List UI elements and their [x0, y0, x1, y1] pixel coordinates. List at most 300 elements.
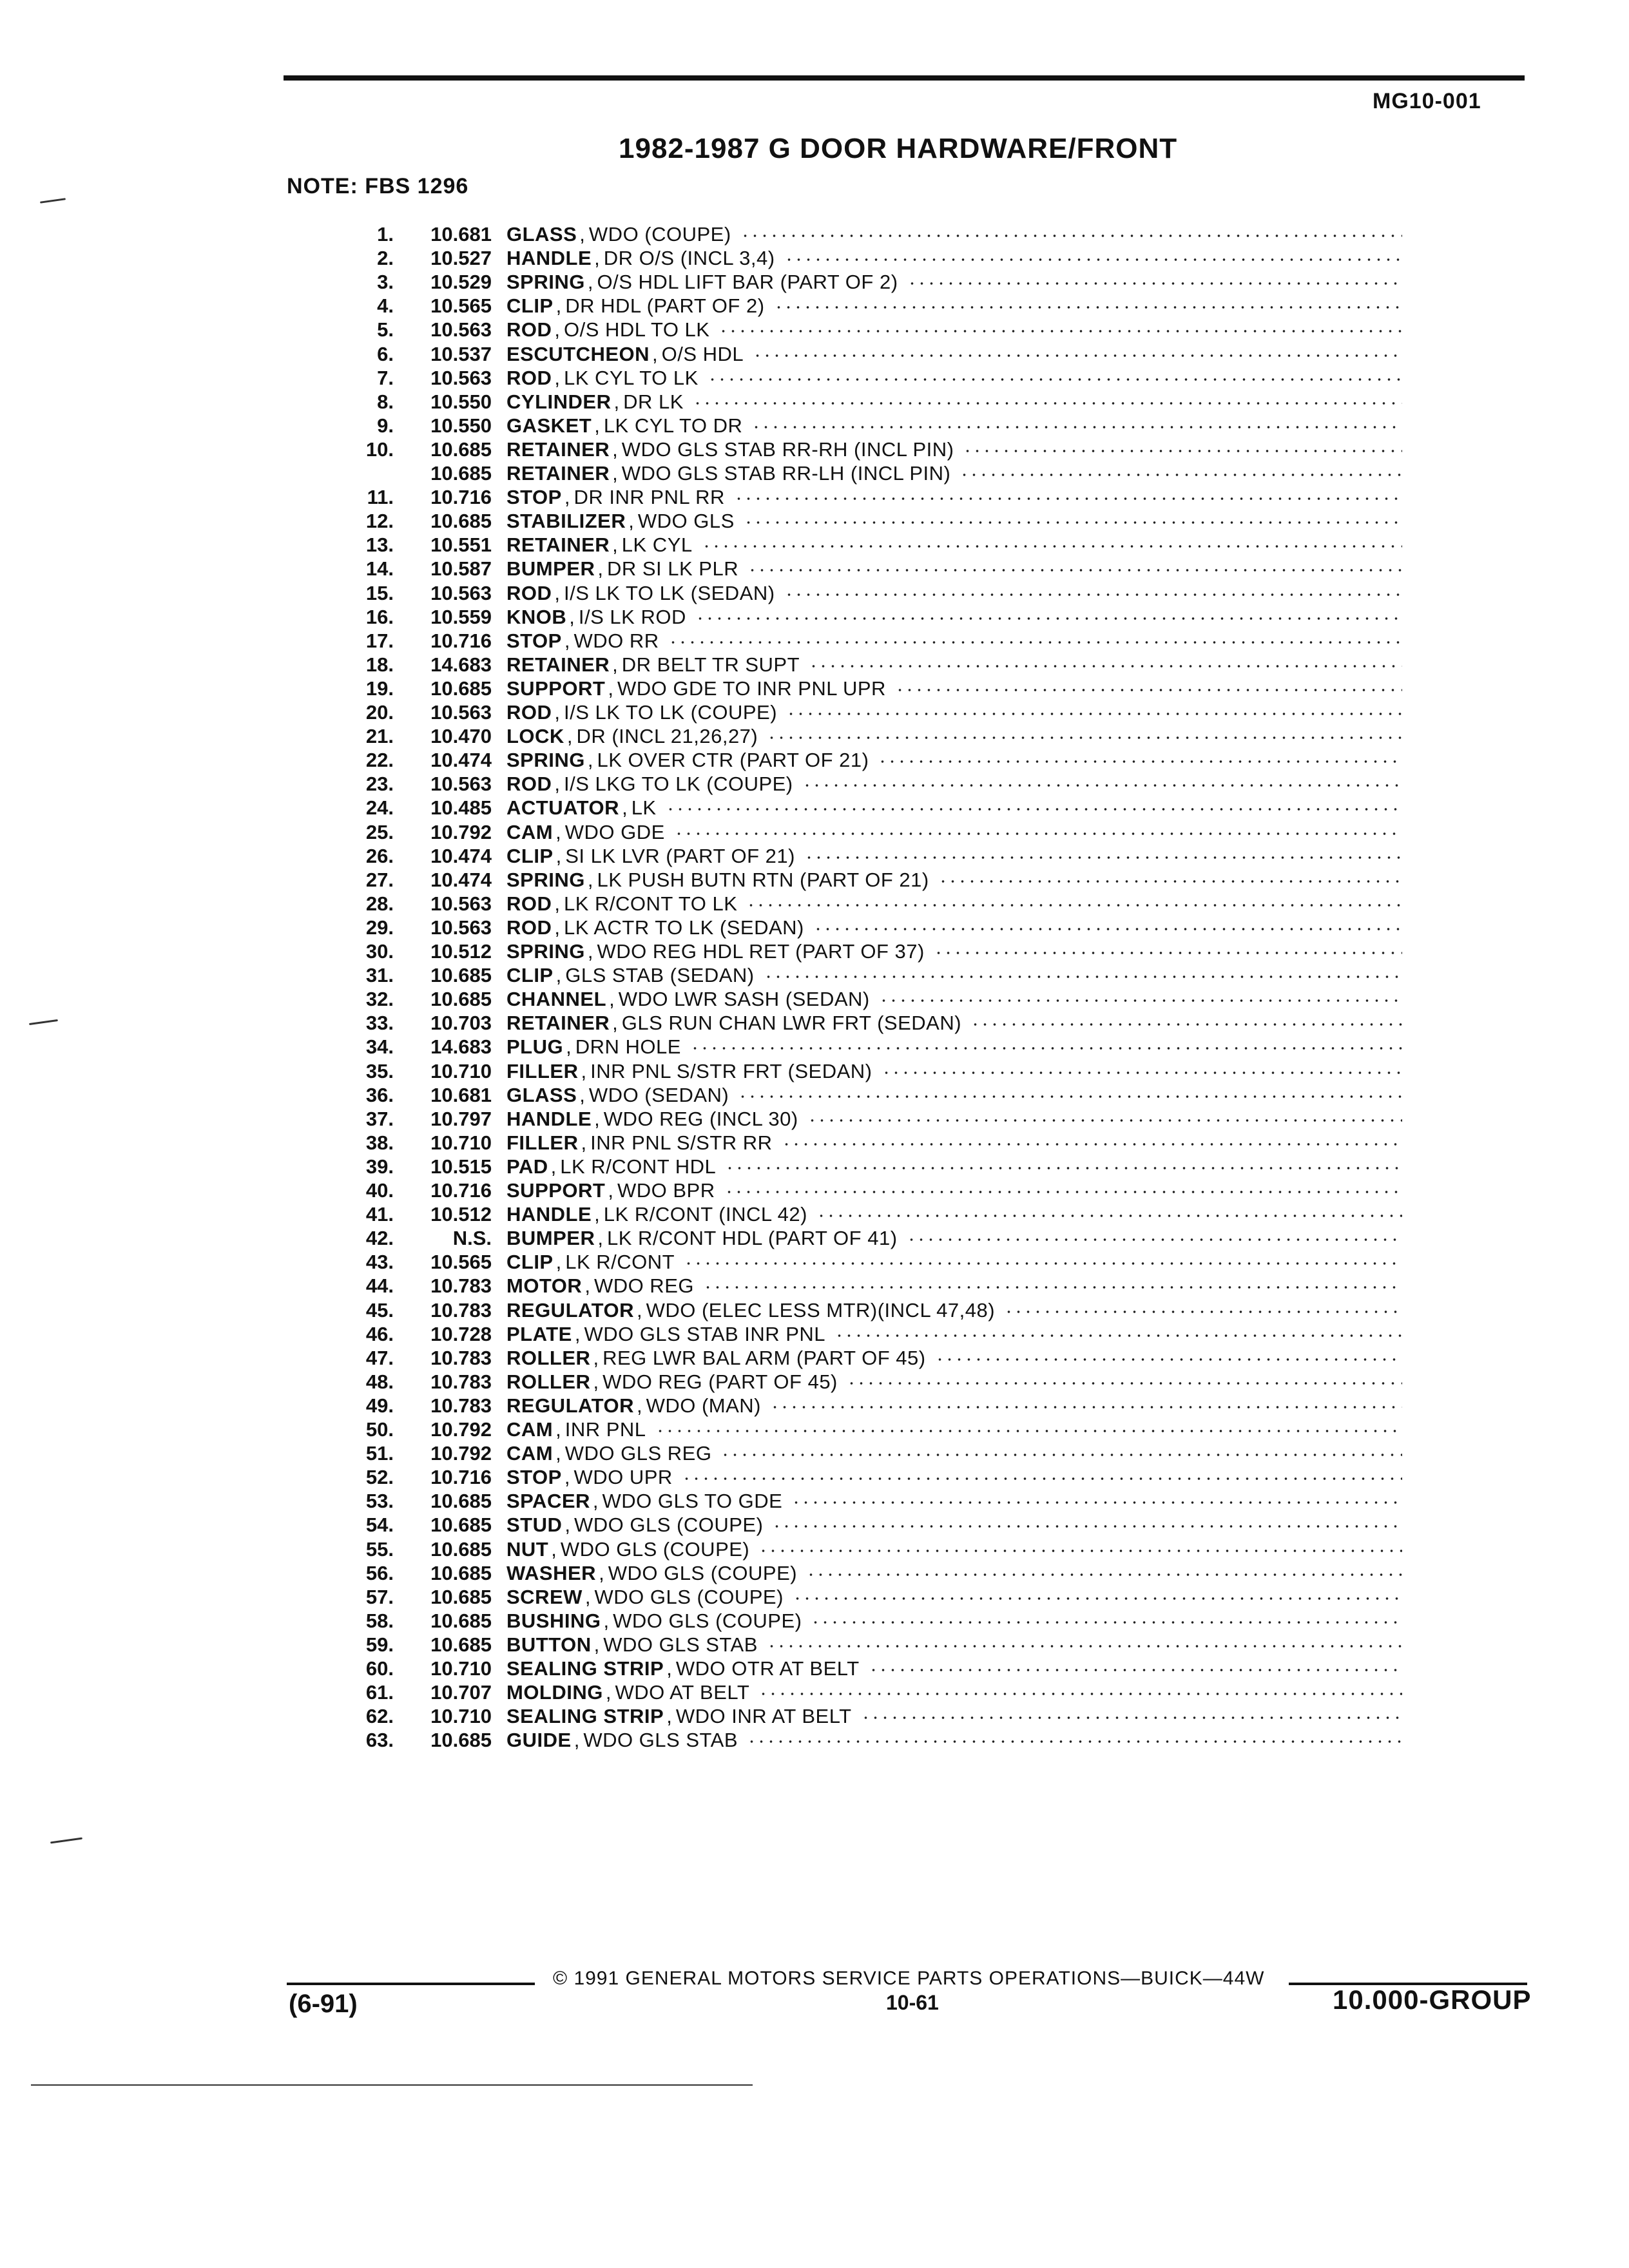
part-detail: WDO INR AT BELT: [675, 1705, 852, 1727]
part-name: STUD: [506, 1514, 563, 1536]
part-detail: WDO RR: [574, 629, 659, 652]
dot-leader: [934, 952, 1402, 954]
item-number: 42.: [365, 1227, 394, 1249]
dot-leader: [772, 1525, 1402, 1528]
part-detail: I/S LK TO LK (SEDAN): [564, 582, 775, 604]
group-code: 10.470: [430, 725, 492, 747]
part-description: [506, 916, 1402, 939]
part-description: [506, 1226, 1402, 1250]
dot-leader: [703, 1286, 1402, 1289]
part-name: CLIP: [506, 1251, 554, 1273]
list-item: [0, 1441, 1629, 1465]
separator: ,: [603, 1610, 610, 1632]
part-description: [506, 1131, 1402, 1155]
item-number: 7.: [377, 367, 394, 389]
item-number: 25.: [365, 821, 394, 843]
separator: ,: [608, 677, 613, 700]
list-item: [0, 1155, 1629, 1178]
group-code: 10.710: [430, 1705, 492, 1727]
item-number: 49.: [365, 1394, 394, 1417]
list-item: [0, 772, 1629, 796]
part-name: NUT: [506, 1538, 549, 1561]
separator: ,: [666, 1705, 672, 1727]
part-name: SPRING: [506, 749, 585, 771]
dot-leader: [907, 1238, 1402, 1241]
list-item: [0, 653, 1629, 677]
part-name: RETAINER: [506, 533, 610, 556]
item-number: 32.: [365, 988, 394, 1010]
part-name: PLUG: [506, 1035, 564, 1058]
group-code: 10.551: [430, 533, 492, 556]
part-detail: INR PNL: [564, 1418, 646, 1441]
part-detail: DR BELT TR SUPT: [621, 653, 800, 676]
part-name: STABILIZER: [506, 510, 626, 532]
list-item: [0, 1083, 1629, 1107]
separator: ,: [594, 414, 600, 437]
part-name: STOP: [506, 486, 562, 508]
list-item: [0, 390, 1629, 414]
dot-leader: [770, 1406, 1402, 1408]
part-description: [506, 1178, 1402, 1202]
list-item: [0, 270, 1629, 294]
part-description: [506, 868, 1402, 892]
part-detail: WDO REG (INCL 30): [603, 1108, 798, 1130]
list-item: [0, 1298, 1629, 1322]
separator: ,: [564, 629, 570, 652]
item-number: 26.: [365, 845, 394, 867]
item-number: 62.: [365, 1705, 394, 1727]
list-item: [0, 1657, 1629, 1680]
list-item: [0, 1178, 1629, 1202]
part-detail: WDO GLS: [637, 510, 735, 532]
part-name: MOLDING: [506, 1681, 603, 1704]
separator: ,: [666, 1657, 672, 1680]
group-code: 10.685: [430, 1514, 492, 1536]
separator: ,: [579, 1084, 585, 1106]
part-name: ROLLER: [506, 1347, 591, 1369]
part-name: SPRING: [506, 940, 585, 963]
part-detail: LK R/CONT HDL: [560, 1155, 717, 1178]
group-code: 10.792: [430, 1418, 492, 1441]
separator: ,: [594, 1203, 600, 1225]
group-code: 10.529: [430, 271, 492, 293]
part-description: [506, 1609, 1402, 1633]
group-code: 10.792: [430, 1442, 492, 1465]
part-name: PAD: [506, 1155, 548, 1178]
group-code: 10.707: [430, 1681, 492, 1704]
part-name: ROD: [506, 701, 552, 724]
list-item: [0, 246, 1629, 270]
part-detail: WDO GDE TO INR PNL UPR: [617, 677, 886, 700]
part-detail: WDO GLS STAB RR-RH (INCL PIN): [621, 438, 954, 461]
part-description: [506, 1250, 1402, 1274]
separator: ,: [554, 318, 561, 341]
part-description: [506, 533, 1402, 557]
list-item: [0, 868, 1629, 892]
separator: ,: [555, 964, 562, 986]
part-description: [506, 414, 1402, 437]
dot-leader: [746, 904, 1402, 907]
part-name: HANDLE: [506, 1203, 592, 1225]
dot-leader: [861, 1716, 1402, 1719]
part-description: [506, 772, 1402, 796]
part-detail: LK ACTR TO LK (SEDAN): [564, 916, 804, 939]
part-name: WASHER: [506, 1562, 597, 1584]
part-detail: LK OVER CTR (PART OF 21): [597, 749, 869, 771]
part-description: [506, 222, 1402, 246]
dot-leader: [751, 426, 1402, 428]
part-description: [506, 1704, 1402, 1728]
dot-leader: [793, 1597, 1402, 1600]
separator: ,: [564, 1466, 570, 1488]
item-number: 31.: [365, 964, 394, 986]
list-item: [0, 509, 1629, 533]
part-description: [506, 820, 1402, 844]
separator: ,: [594, 247, 600, 269]
separator: ,: [554, 892, 561, 915]
dot-leader: [970, 1023, 1402, 1026]
item-number: 16.: [365, 606, 394, 628]
item-number: 28.: [365, 892, 394, 915]
part-name: RETAINER: [506, 653, 610, 676]
group-code: 10.716: [430, 486, 492, 508]
dot-leader: [963, 450, 1402, 452]
part-detail: LK CYL TO LK: [564, 367, 699, 389]
separator: ,: [555, 1418, 561, 1441]
group-code: 10.716: [430, 629, 492, 652]
separator: ,: [581, 1060, 587, 1082]
part-name: STOP: [506, 1466, 562, 1488]
part-detail: LK CYL: [621, 533, 693, 556]
group-code: 10.710: [430, 1131, 492, 1154]
list-item: [0, 366, 1629, 390]
list-item: [0, 1585, 1629, 1609]
list-item: [0, 461, 1629, 485]
group-code: 14.683: [430, 653, 492, 676]
item-number: 17.: [365, 629, 394, 652]
part-name: SPACER: [506, 1490, 590, 1512]
dot-leader: [747, 569, 1402, 572]
part-description: [506, 581, 1402, 605]
separator: ,: [652, 343, 658, 365]
item-number: 24.: [365, 796, 394, 819]
dot-leader: [784, 258, 1402, 261]
part-description: [506, 892, 1402, 916]
part-detail: DR INR PNL RR: [574, 486, 725, 508]
group-code: N.S.: [452, 1227, 492, 1249]
part-description: [506, 1633, 1402, 1657]
group-code: 10.474: [430, 869, 492, 891]
part-detail: WDO REG HDL RET (PART OF 37): [597, 940, 925, 963]
dot-leader: [758, 1550, 1402, 1552]
dot-leader: [834, 1334, 1402, 1337]
list-item: [0, 724, 1629, 748]
item-number: 20.: [365, 701, 394, 724]
list-item: [0, 1561, 1629, 1585]
group-label: 10.000-GROUP: [1333, 1984, 1532, 2015]
part-name: SEALING STRIP: [506, 1657, 664, 1680]
group-code: 10.474: [430, 749, 492, 771]
list-item: [0, 963, 1629, 987]
group-code: 10.550: [430, 390, 492, 413]
part-detail: LK R/CONT (INCL 42): [603, 1203, 807, 1225]
separator: ,: [612, 438, 618, 461]
part-detail: WDO GLS TO GDE: [602, 1490, 783, 1512]
item-number: 1.: [377, 223, 394, 245]
list-item: [0, 1226, 1629, 1250]
item-number: 39.: [365, 1155, 394, 1178]
dot-leader: [702, 545, 1402, 548]
part-detail: WDO (COUPE): [588, 223, 731, 245]
part-description: [506, 1680, 1402, 1704]
item-number: 48.: [365, 1370, 394, 1393]
separator: ,: [608, 1179, 613, 1202]
item-number: 34.: [365, 1035, 394, 1058]
list-item: [0, 1680, 1629, 1704]
list-item: [0, 677, 1629, 700]
group-code: 10.685: [430, 1729, 492, 1751]
dot-leader: [786, 713, 1402, 715]
list-item: [0, 1537, 1629, 1561]
list-item: [0, 1370, 1629, 1394]
group-code: 10.563: [430, 892, 492, 915]
list-item: [0, 987, 1629, 1011]
dot-leader: [655, 1430, 1402, 1432]
dot-leader: [718, 330, 1402, 332]
list-item: [0, 318, 1629, 341]
part-description: [506, 270, 1402, 294]
list-item: [0, 844, 1629, 868]
group-code: 10.685: [430, 510, 492, 532]
dot-leader: [784, 593, 1402, 596]
part-name: GLASS: [506, 1084, 577, 1106]
part-name: CLIP: [506, 845, 554, 867]
list-item: [0, 700, 1629, 724]
group-code: 10.710: [430, 1060, 492, 1082]
separator: ,: [612, 1012, 618, 1034]
footer-rule-left: [287, 1983, 535, 1985]
part-detail: WDO GLS (COUPE): [608, 1562, 798, 1584]
dot-leader: [774, 306, 1402, 309]
part-name: REGULATOR: [506, 1299, 634, 1321]
part-description: [506, 509, 1402, 533]
separator: ,: [628, 510, 634, 532]
top-rule: [284, 75, 1525, 81]
part-description: [506, 677, 1402, 700]
revision-date: (6-91): [289, 1990, 358, 2018]
part-name: HANDLE: [506, 247, 592, 269]
part-name: CAM: [506, 1418, 554, 1441]
list-item: [0, 1250, 1629, 1274]
group-code: 10.563: [430, 367, 492, 389]
page-title: 1982-1987 G DOOR HARDWARE/FRONT: [619, 133, 1178, 164]
part-description: [506, 1274, 1402, 1298]
list-item: [0, 939, 1629, 963]
part-detail: O/S HDL: [661, 343, 744, 365]
separator: ,: [612, 533, 618, 556]
dot-leader: [869, 1669, 1402, 1671]
part-detail: LK R/CONT: [565, 1251, 675, 1273]
dot-leader: [747, 1740, 1402, 1743]
list-item: [0, 1418, 1629, 1441]
item-number: 11.: [367, 486, 394, 508]
item-number: 12.: [365, 510, 394, 532]
separator: ,: [587, 271, 593, 293]
list-item: [0, 796, 1629, 820]
separator: ,: [550, 1155, 557, 1178]
item-number: 6.: [377, 343, 394, 365]
part-description: [506, 844, 1402, 868]
part-description: [506, 390, 1402, 414]
part-name: KNOB: [506, 606, 567, 628]
item-number: 8.: [377, 390, 394, 413]
group-code: 10.792: [430, 821, 492, 843]
list-item: [0, 1035, 1629, 1059]
dot-leader: [879, 999, 1402, 1002]
separator: ,: [612, 653, 618, 676]
part-detail: DRN HOLE: [575, 1035, 681, 1058]
item-number: 33.: [365, 1012, 394, 1034]
part-description: [506, 1537, 1402, 1561]
list-item: [0, 1346, 1629, 1370]
list-item: [0, 1059, 1629, 1083]
part-detail: WDO LWR SASH (SEDAN): [618, 988, 870, 1010]
part-description: [506, 557, 1402, 581]
part-detail: I/S LK ROD: [578, 606, 686, 628]
list-item: [0, 1107, 1629, 1131]
part-detail: WDO (ELEC LESS MTR)(INCL 47,48): [646, 1299, 996, 1321]
list-item: [0, 892, 1629, 916]
group-code: 10.783: [430, 1394, 492, 1417]
separator: ,: [593, 1347, 599, 1369]
part-name: SUPPORT: [506, 677, 606, 700]
list-item: [0, 581, 1629, 605]
part-name: BUTTON: [506, 1633, 592, 1656]
item-number: 45.: [365, 1299, 394, 1321]
item-number: 57.: [365, 1586, 394, 1608]
part-detail: INR PNL S/STR RR: [590, 1131, 773, 1154]
part-detail: WDO (MAN): [646, 1394, 761, 1417]
part-name: ROLLER: [506, 1370, 591, 1393]
item-number: 53.: [365, 1490, 394, 1512]
part-description: [506, 461, 1402, 485]
item-number: 35.: [365, 1060, 394, 1082]
dot-leader: [809, 665, 1402, 668]
dot-leader: [806, 1573, 1402, 1576]
list-item: [0, 748, 1629, 772]
part-name: ROD: [506, 367, 552, 389]
part-detail: WDO GLS STAB: [583, 1729, 738, 1751]
page-number: 10-61: [886, 1991, 939, 2014]
part-detail: WDO GLS (COUPE): [594, 1586, 784, 1608]
item-number: 40.: [365, 1179, 394, 1202]
separator: ,: [599, 1562, 604, 1584]
separator: ,: [554, 367, 561, 389]
group-code: 10.474: [430, 845, 492, 867]
part-description: [506, 987, 1402, 1011]
group-code: 10.685: [430, 1538, 492, 1561]
part-name: SUPPORT: [506, 1179, 606, 1202]
dot-leader: [938, 880, 1402, 883]
part-name: ESCUTCHEON: [506, 343, 650, 365]
separator: ,: [609, 988, 615, 1010]
list-item: [0, 1131, 1629, 1155]
part-detail: WDO GLS STAB RR-LH (INCL PIN): [621, 462, 951, 485]
separator: ,: [554, 582, 561, 604]
separator: ,: [587, 869, 593, 891]
group-code: 10.685: [430, 1610, 492, 1632]
note-text: NOTE: FBS 1296: [287, 174, 469, 198]
part-name: RETAINER: [506, 462, 610, 485]
item-number: 58.: [365, 1610, 394, 1632]
dot-leader: [767, 736, 1402, 739]
dot-leader: [907, 282, 1402, 285]
list-item: [0, 1394, 1629, 1418]
part-description: [506, 1585, 1402, 1609]
list-item: [0, 533, 1629, 557]
item-number: 18.: [365, 653, 394, 676]
part-description: [506, 1418, 1402, 1441]
dot-leader: [813, 928, 1402, 930]
list-item: [0, 1609, 1629, 1633]
group-code: 10.563: [430, 582, 492, 604]
part-detail: WDO GLS (COUPE): [560, 1538, 750, 1561]
item-number: 47.: [365, 1347, 394, 1369]
list-item: [0, 605, 1629, 629]
dot-leader: [816, 1215, 1402, 1217]
part-name: BUMPER: [506, 557, 595, 580]
dot-leader: [708, 378, 1402, 381]
separator: ,: [566, 1035, 572, 1058]
part-description: [506, 963, 1402, 987]
part-name: LOCK: [506, 725, 564, 747]
part-name: CLIP: [506, 294, 554, 317]
group-code: 10.563: [430, 916, 492, 939]
dot-leader: [811, 1621, 1402, 1624]
group-code: 10.681: [430, 1084, 492, 1106]
group-code: 10.783: [430, 1370, 492, 1393]
separator: ,: [579, 223, 585, 245]
list-item: [0, 1274, 1629, 1298]
group-code: 10.563: [430, 318, 492, 341]
separator: ,: [587, 749, 593, 771]
part-name: REGULATOR: [506, 1394, 634, 1417]
item-number: 44.: [365, 1274, 394, 1297]
part-description: [506, 1394, 1402, 1418]
separator: ,: [613, 390, 620, 413]
document-id: MG10-001: [1373, 89, 1481, 113]
part-detail: INR PNL S/STR FRT (SEDAN): [590, 1060, 872, 1082]
group-code: 10.716: [430, 1466, 492, 1488]
group-code: 10.783: [430, 1347, 492, 1369]
item-number: 54.: [365, 1514, 394, 1536]
group-code: 10.515: [430, 1155, 492, 1178]
list-item: [0, 222, 1629, 246]
separator: ,: [612, 462, 618, 485]
group-code: 10.527: [430, 247, 492, 269]
part-name: ROD: [506, 773, 552, 795]
separator: ,: [564, 1514, 571, 1536]
part-detail: LK: [631, 796, 657, 819]
group-code: 10.685: [430, 462, 492, 485]
part-description: [506, 1083, 1402, 1107]
part-description: [506, 294, 1402, 318]
group-code: 10.685: [430, 1562, 492, 1584]
dot-leader: [753, 354, 1402, 357]
dot-leader: [666, 808, 1402, 811]
part-name: GASKET: [506, 414, 592, 437]
part-description: [506, 342, 1402, 366]
